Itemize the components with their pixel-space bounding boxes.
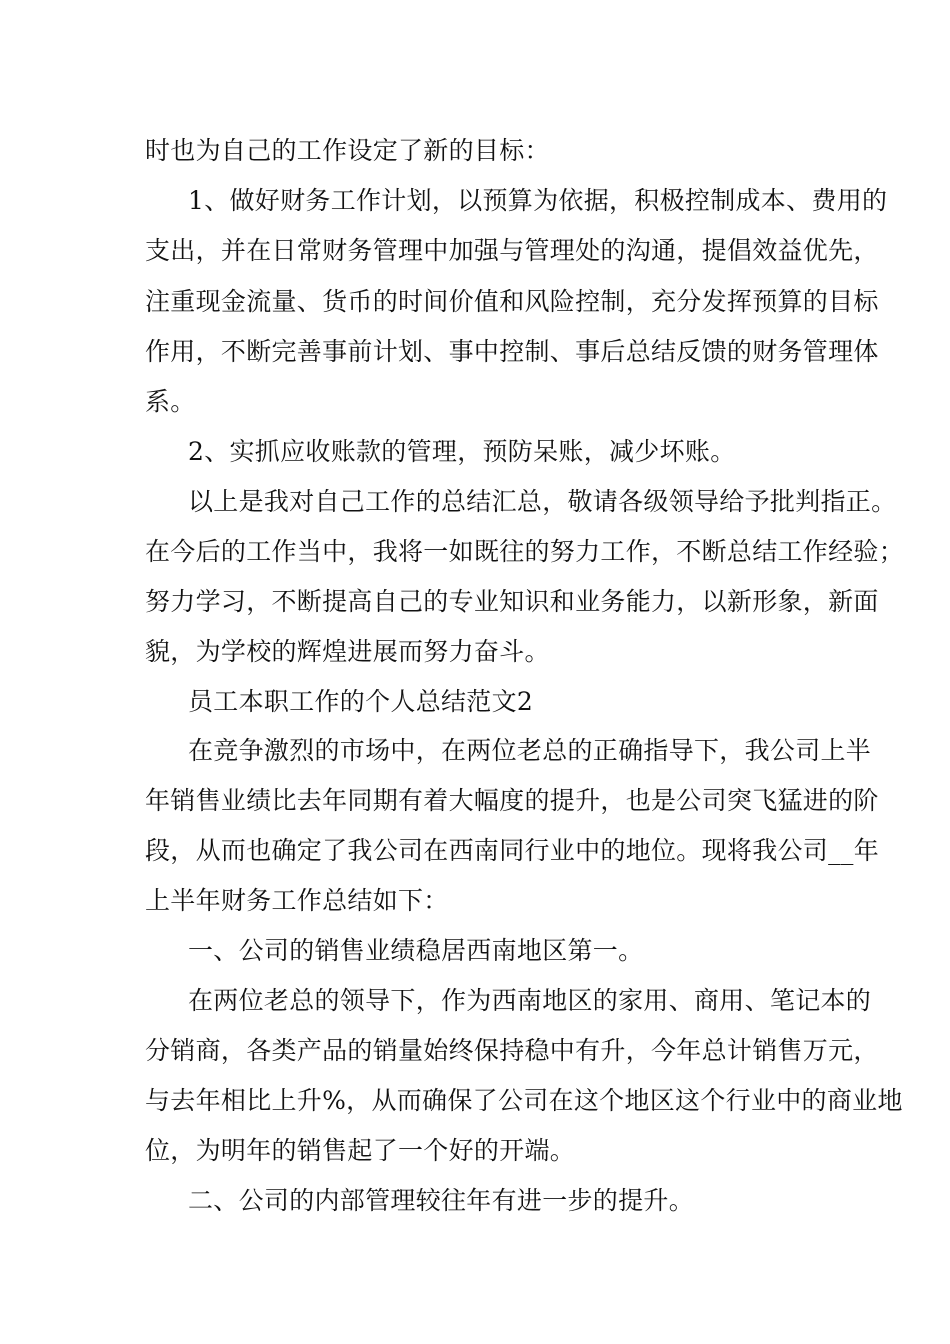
text-line: 貌，为学校的辉煌进展而努力奋斗。 bbox=[145, 637, 550, 666]
text-line: 一、公司的销售业绩稳居西南地区第一。 bbox=[188, 936, 644, 965]
text-line: 1、做好财务工作计划，以预算为依据，积极控制成本、费用的 bbox=[188, 186, 888, 215]
text-line: 2、实抓应收账款的管理，预防呆账，减少坏账。 bbox=[188, 437, 736, 466]
text-line: 在今后的工作当中，我将一如既往的努力工作，不断总结工作经验； bbox=[145, 537, 905, 566]
text-line: 位，为明年的销售起了一个好的开端。 bbox=[145, 1136, 576, 1165]
text-line: 段，从而也确定了我公司在西南同行业中的地位。现将我公司__年 bbox=[145, 836, 880, 865]
text-line: 系。 bbox=[145, 387, 196, 416]
text-line: 支出，并在日常财务管理中加强与管理处的沟通，提倡效益优先， bbox=[145, 236, 879, 265]
text-line: 在两位老总的领导下，作为西南地区的家用、商用、笔记本的 bbox=[188, 986, 872, 1015]
text-line: 在竞争激烈的市场中，在两位老总的正确指导下，我公司上半 bbox=[188, 736, 872, 765]
text-line: 分销商，各类产品的销量始终保持稳中有升，今年总计销售万元， bbox=[145, 1036, 879, 1065]
text-line: 努力学习，不断提高自己的专业知识和业务能力，以新形象，新面 bbox=[145, 587, 879, 616]
text-line: 上半年财务工作总结如下： bbox=[145, 886, 449, 915]
text-line: 注重现金流量、货币的时间价值和风险控制，充分发挥预算的目标 bbox=[145, 287, 879, 316]
section-heading: 员工本职工作的个人总结范文2 bbox=[188, 687, 534, 716]
text-line: 以上是我对自己工作的总结汇总，敬请各级领导给予批判指正。 bbox=[188, 487, 897, 516]
text-line: 作用，不断完善事前计划、事中控制、事后总结反馈的财务管理体 bbox=[145, 337, 879, 366]
text-line: 与去年相比上升%，从而确保了公司在这个地区这个行业中的商业地 bbox=[145, 1086, 903, 1115]
text-line: 二、公司的内部管理较往年有进一步的提升。 bbox=[188, 1186, 695, 1215]
text-line: 时也为自己的工作设定了新的目标： bbox=[145, 136, 550, 165]
text-line: 年销售业绩比去年同期有着大幅度的提升，也是公司突飞猛进的阶 bbox=[145, 786, 879, 815]
